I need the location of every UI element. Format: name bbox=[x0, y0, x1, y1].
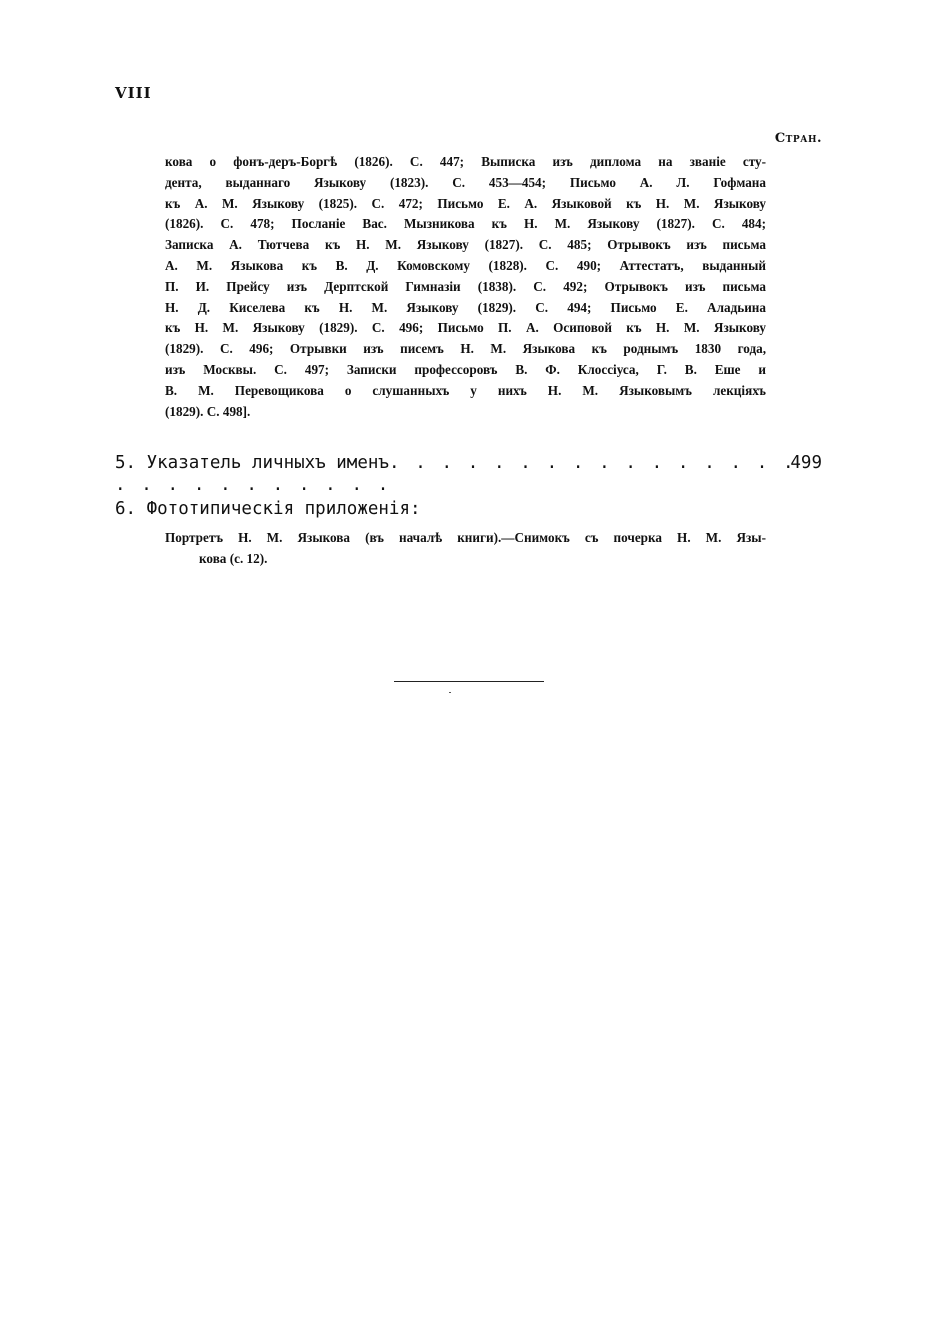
toc-page-number: 499 bbox=[790, 453, 822, 473]
appendix-6-description bbox=[165, 528, 766, 570]
text-line: А. М. Языкова къ В. Д. Комовскому (1828). С. 490; Аттестатъ, выданный bbox=[165, 257, 766, 273]
end-rule-divider bbox=[394, 681, 544, 682]
toc-entry-label: 6. Фототипическія приложенія: bbox=[115, 499, 421, 519]
toc-leader-dots: . . . . . . . . . . . . . . . . . . . . . . . . . . . bbox=[115, 453, 797, 495]
text-line: кова (с. 12). bbox=[199, 550, 268, 566]
text-line: кова о фонъ-деръ-Боргѣ (1826). С. 447; Выписка изъ диплома на званіе сту- bbox=[165, 154, 766, 169]
text-line: къ Н. М. Языкову (1829). С. 496; Письмо П. А. Осиповой къ Н. М. Языкову bbox=[165, 320, 766, 336]
text-line: (1829). С. 498]. bbox=[165, 403, 251, 419]
print-speck bbox=[449, 692, 451, 693]
text-line: Портретъ Н. М. Языкова (въ началѣ книги).—Снимокъ съ почерка Н. М. Язы- bbox=[165, 530, 766, 545]
appendix-4-description bbox=[165, 152, 766, 422]
text-line: П. И. Прейсу изъ Дерптской Гимназіи (1838). С. 492; Отрывокъ изъ письма bbox=[165, 278, 766, 294]
text-line: Н. Д. Киселева къ Н. М. Языкову (1829). С. 494; Письмо Е. Аладьина bbox=[165, 299, 766, 315]
toc-entry-5 bbox=[115, 452, 822, 496]
text-line: В. М. Перевощикова о слушанныхъ у нихъ Н. М. Языковымъ лекціяхъ bbox=[165, 382, 766, 398]
page-number: VIII bbox=[115, 84, 152, 102]
column-header-pages: Стран. bbox=[774, 131, 822, 146]
text-line: (1829). С. 496; Отрывки изъ писемъ Н. М. Языкова къ роднымъ 1830 года, bbox=[165, 341, 766, 357]
text-line: изъ Москвы. С. 497; Записки профессоровъ В. Ф. Клоссіуса, Г. В. Еше и bbox=[165, 361, 766, 377]
text-line: Записка А. Тютчева къ Н. М. Языкову (1827). С. 485; Отрывокъ изъ письма bbox=[165, 237, 766, 253]
text-line: (1826). С. 478; Посланіе Вас. Мызникова къ Н. М. Языкову (1827). С. 484; bbox=[165, 216, 766, 232]
toc-entry-6 bbox=[115, 498, 822, 520]
toc-entry-label: 5. Указатель личныхъ именъ bbox=[115, 453, 389, 473]
text-line: къ А. М. Языкову (1825). С. 472; Письмо Е. А. Языковой къ Н. М. Языкову bbox=[165, 195, 766, 211]
text-line: дента, выданнаго Языкову (1823). С. 453—454; Письмо А. Л. Гофмана bbox=[165, 174, 766, 190]
